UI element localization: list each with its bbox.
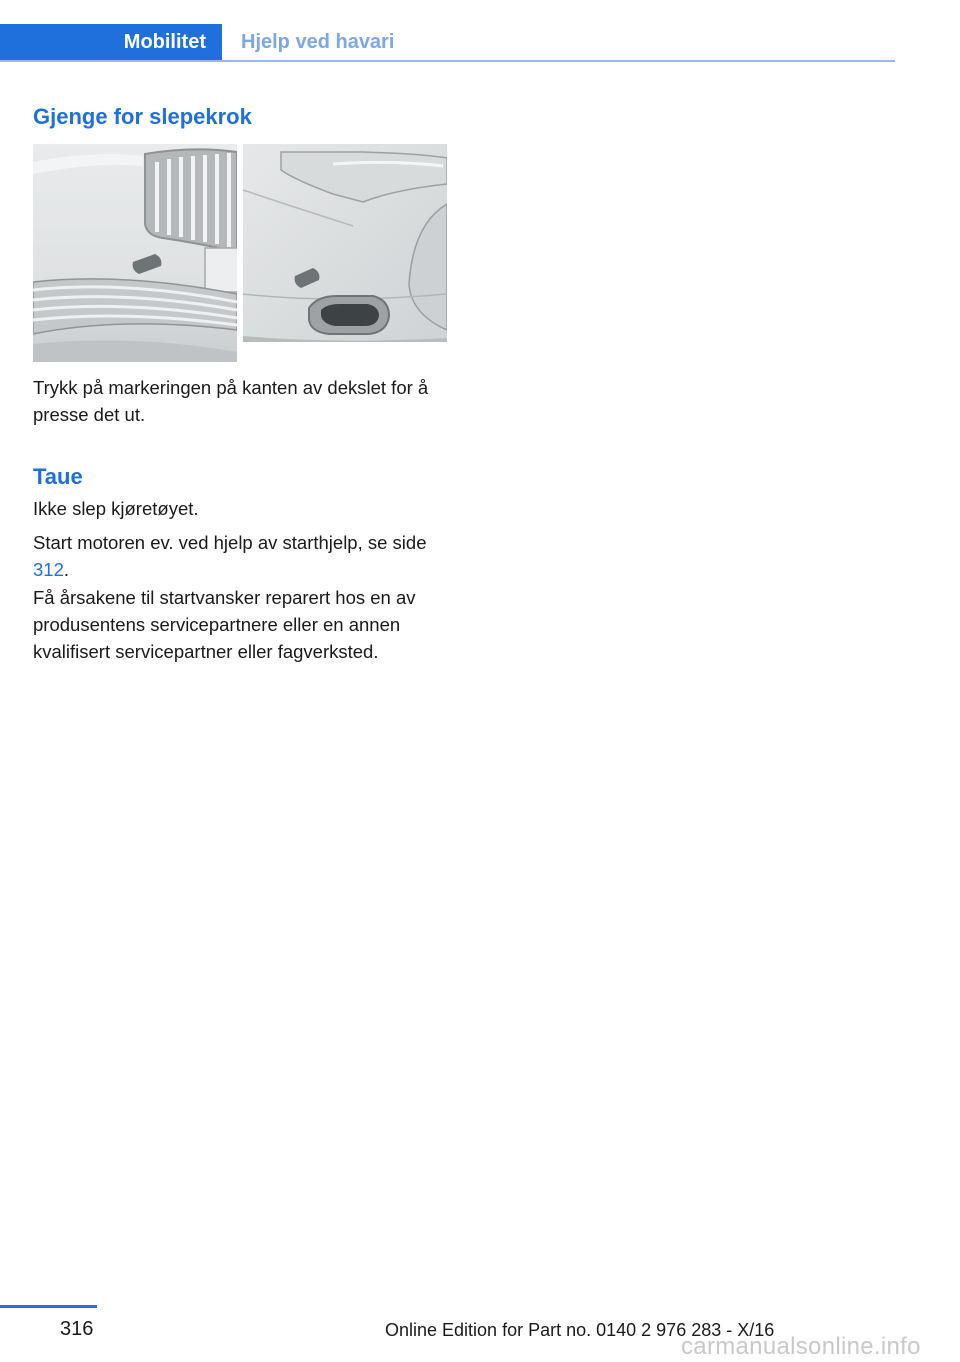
taue-paragraph-2-end: . [63, 559, 70, 580]
watermark: carmanualsonline.info [681, 1333, 921, 1360]
header-divider [0, 60, 895, 62]
chapter-header [0, 24, 895, 62]
footer-divider [0, 1305, 97, 1308]
taue-paragraph-2 [33, 529, 448, 583]
edition-note: Online Edition for Part no. 0140 2 976 283 - X/16 [385, 1320, 775, 1340]
section-title: Gjenge for slepekrok [33, 104, 252, 129]
subheading-taue: Taue [33, 464, 83, 489]
taue-paragraph-1: Ikke slep kjøretøyet. [33, 498, 199, 519]
tow-hook-cover-illustration [33, 144, 447, 362]
tab-mobilitet-label: Mobilitet [123, 31, 206, 53]
tab-mobilitet[interactable] [0, 24, 222, 60]
taue-paragraph-2-text: Start motoren ev. ved hjelp av starthjelp, se side [33, 532, 427, 553]
taue-paragraph-3: Få årsakene til startvansker reparert hos en av produsentens servicepartnere eller en annen kvalifisert servicepartner eller fagverksted. [33, 587, 416, 662]
page-number: 316 [60, 1318, 94, 1340]
front-bumper-panel [33, 144, 239, 362]
breadcrumb-hjelp-ved-havari[interactable]: Hjelp ved havari [241, 31, 395, 53]
page-312-link[interactable]: 312 [33, 559, 64, 580]
rear-bumper-panel [243, 144, 447, 342]
instruction-text: Trykk på markeringen på kanten av dekslet for å presse det ut. [33, 377, 429, 425]
